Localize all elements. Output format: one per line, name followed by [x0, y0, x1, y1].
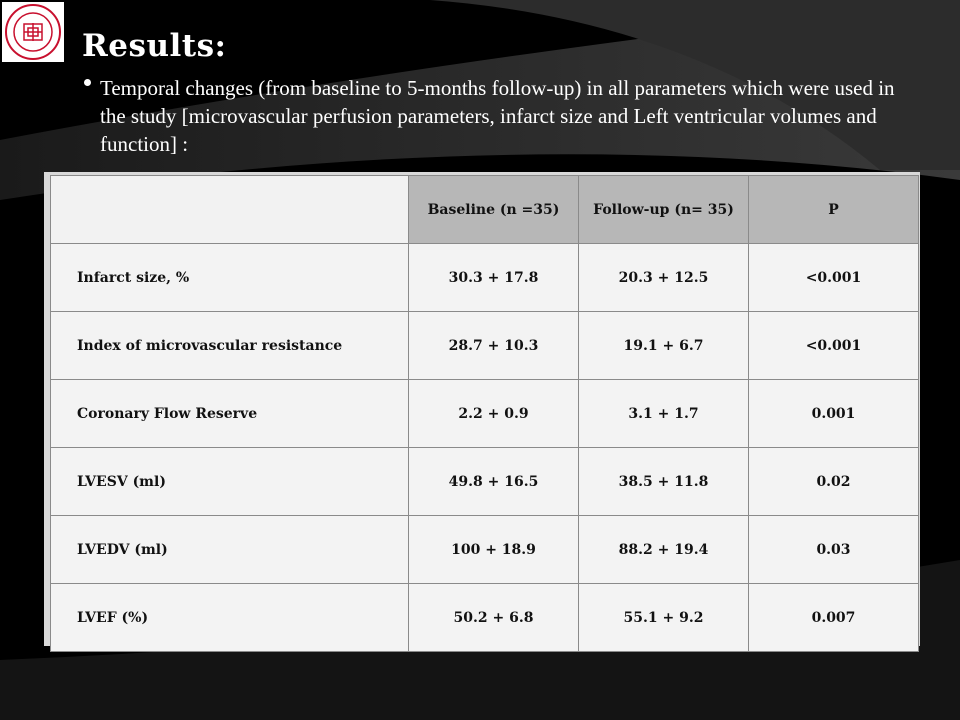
bullet-text: Temporal changes (from baseline to 5-months follow-up) in all parameters which were used in the study [microvascular perfusion parameters, infarct size and Left ventricular volumes and function] :	[100, 76, 895, 156]
cell-baseline: 50.2 + 6.8	[409, 584, 579, 652]
header-cell-blank	[51, 176, 409, 244]
row-label: LVEDV (ml)	[51, 516, 409, 584]
results-table	[50, 175, 919, 652]
cell-p: 0.001	[749, 380, 919, 448]
cell-followup: 3.1 + 1.7	[579, 380, 749, 448]
row-label: Coronary Flow Reserve	[51, 380, 409, 448]
bullet-icon	[84, 79, 91, 86]
cell-p: <0.001	[749, 244, 919, 312]
row-label: LVESV (ml)	[51, 448, 409, 516]
header-cell-followup: Follow-up (n= 35)	[579, 176, 749, 244]
table-row	[51, 312, 919, 380]
university-seal-icon	[2, 2, 64, 62]
cell-followup: 20.3 + 12.5	[579, 244, 749, 312]
cell-baseline: 2.2 + 0.9	[409, 380, 579, 448]
slide-title: Results:	[82, 28, 227, 64]
cell-p: 0.03	[749, 516, 919, 584]
cell-p: 0.007	[749, 584, 919, 652]
header-cell-p: P	[749, 176, 919, 244]
table-row	[51, 448, 919, 516]
table-row	[51, 380, 919, 448]
row-label: Index of microvascular resistance	[51, 312, 409, 380]
cell-p: 0.02	[749, 448, 919, 516]
cell-baseline: 100 + 18.9	[409, 516, 579, 584]
table-row	[51, 516, 919, 584]
table-header-row	[51, 176, 919, 244]
table-row	[51, 584, 919, 652]
cell-followup: 19.1 + 6.7	[579, 312, 749, 380]
cell-followup: 88.2 + 19.4	[579, 516, 749, 584]
row-label: LVEF (%)	[51, 584, 409, 652]
cell-followup: 55.1 + 9.2	[579, 584, 749, 652]
cell-baseline: 28.7 + 10.3	[409, 312, 579, 380]
cell-p: <0.001	[749, 312, 919, 380]
logo	[2, 2, 64, 62]
header-cell-baseline: Baseline (n =35)	[409, 176, 579, 244]
table-row	[51, 244, 919, 312]
row-label: Infarct size, %	[51, 244, 409, 312]
cell-baseline: 49.8 + 16.5	[409, 448, 579, 516]
cell-baseline: 30.3 + 17.8	[409, 244, 579, 312]
cell-followup: 38.5 + 11.8	[579, 448, 749, 516]
